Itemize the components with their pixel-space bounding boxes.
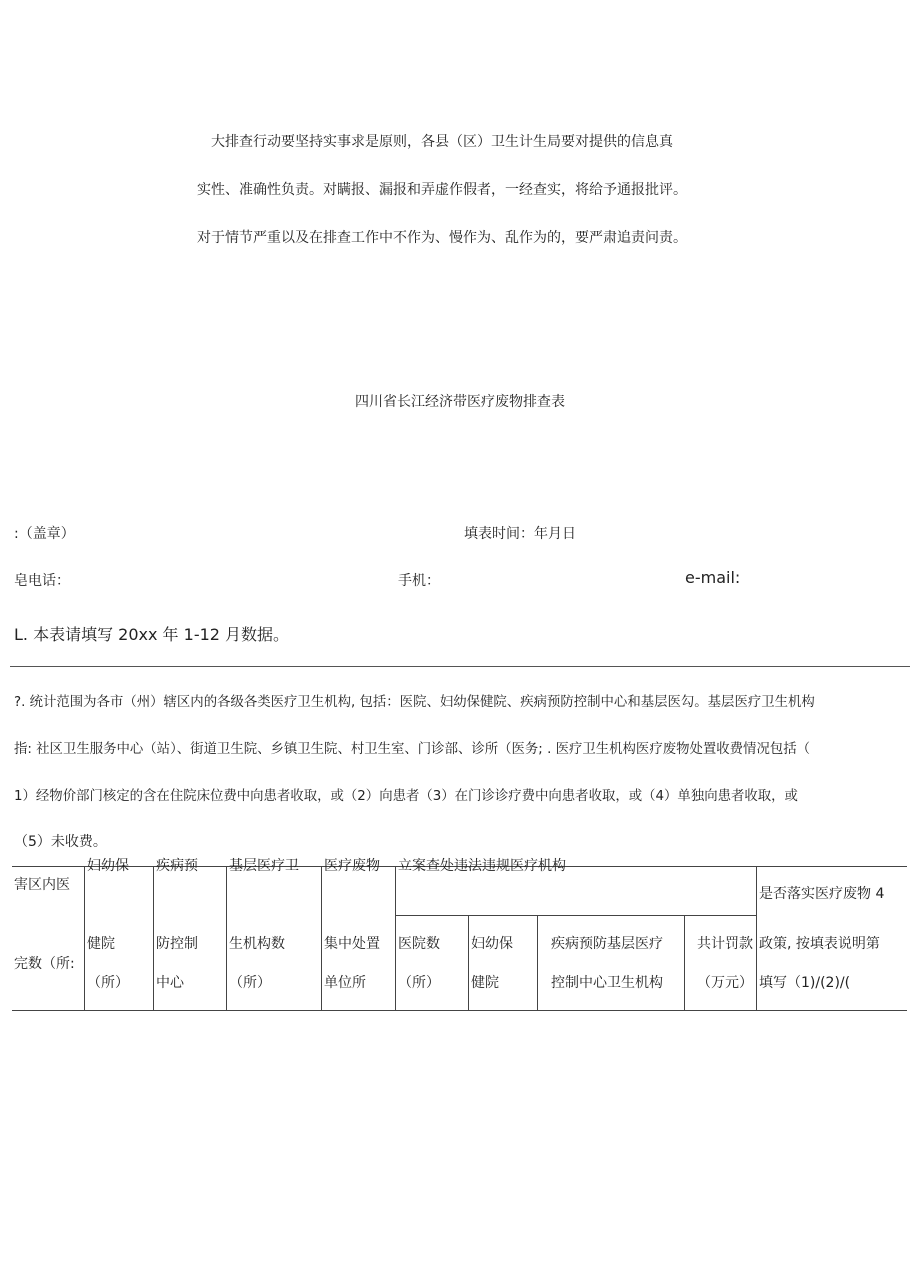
table-col-divider [684,915,685,1010]
mobile-label: 手机： [398,573,440,589]
sub-fine-header-1: 共计罚款 [697,936,753,952]
table-col-divider [468,915,469,1010]
table-col-divider [395,866,396,1010]
table-col-divider [226,866,227,1010]
note-2-line-4: （5）未收费。 [14,834,107,850]
table-col-divider [756,866,757,1010]
col-maternal-header-2: 健院 [87,936,115,952]
table-bottom-rule [12,1010,907,1011]
table-col-divider [537,915,538,1010]
table-sub-rule [395,915,757,916]
table-col-divider [153,866,154,1010]
divider [10,666,910,667]
sub-fine-header-2: （万元） [697,975,753,991]
col-primary-header-2: 生机构数 [229,936,285,952]
col-policy-header-3: 填写（1)/(2)/( [759,975,851,991]
col-disposal-header-3: 单位所 [324,975,366,991]
col-cdc-header-3: 中心 [156,975,184,991]
col-disposal-header-2: 集中处置 [324,936,380,952]
table-col-divider [84,866,85,1010]
col-disposal-header-1: 医疗废物 [324,858,380,874]
fill-time-label: 填表时间：年月日 [464,526,576,542]
col-maternal-header-3: （所） [87,975,129,991]
intro-line-1: 大排查行动要坚持实事求是原则，各县（区）卫生计生局要对提供的信息真 [211,134,673,150]
note-2-line-1: ?. 统计范围为各市（州）辖区内的各级各类医疗卫生机构, 包括：医院、妇幼保健院、疾病预防控制中心和基层医勾。基层医疗卫生机构 [14,695,815,710]
intro-line-2: 实性、准确性负责。对瞒报、漏报和弄虚作假者，一经查实，将给予通报批评。 [197,182,687,198]
col-cdc-header-2: 防控制 [156,936,198,952]
col-district-header-2: 完数（所: [14,956,75,972]
sub-hospital-header-1: 医院数 [398,936,440,952]
sub-hospital-header-2: （所） [398,975,440,991]
note-2-line-2: 指: 社区卫生服务中心（站）、街道卫生院、乡镇卫生院、村卫生室、门诊部、诊所（医务; . 医疗卫生机构医疗废物处置收费情况包括（ [14,742,811,757]
sub-cdc-primary-header-1: 疾病预防基层医疗 [551,936,663,952]
seal-label: :（盖章） [14,526,75,542]
col-primary-header-1: 基层医疗卫 [229,858,299,874]
sub-maternal-header-1: 妇幼保 [471,936,513,952]
phone-label: 皂电话： [14,573,70,589]
sub-cdc-primary-header-2: 控制中心卫生机构 [551,975,663,991]
note-2-line-3: 1）经物价部门核定的含在住院床位费中向患者收取，或（2）向患者（3）在门诊诊疗费中向患者收取，或（4）单独向患者收取，或 [14,789,798,804]
sub-maternal-header-2: 健院 [471,975,499,991]
col-cdc-header-1: 疾病预 [156,858,198,874]
col-policy-header-1: 是否落实医疗废物 4 [759,886,885,902]
page-title: 四川省长江经济带医疗废物排查表 [355,394,565,410]
col-primary-header-3: （所） [229,975,271,991]
table-col-divider [321,866,322,1010]
col-policy-header-2: 政策, 按填表说明第 [759,936,880,952]
col-maternal-header-1: 妇幼保 [87,858,129,874]
col-district-header-1: 害区内医 [14,877,70,893]
note-1: L. 本表请填写 20xx 年 1-12 月数据。 [14,625,290,644]
intro-line-3: 对于情节严重以及在排查工作中不作为、慢作为、乱作为的，要严肃追责问责。 [197,230,687,246]
email-label: e-mail: [685,568,741,587]
col-group-header: 立案查处违法违规医疗机构 [398,858,566,874]
